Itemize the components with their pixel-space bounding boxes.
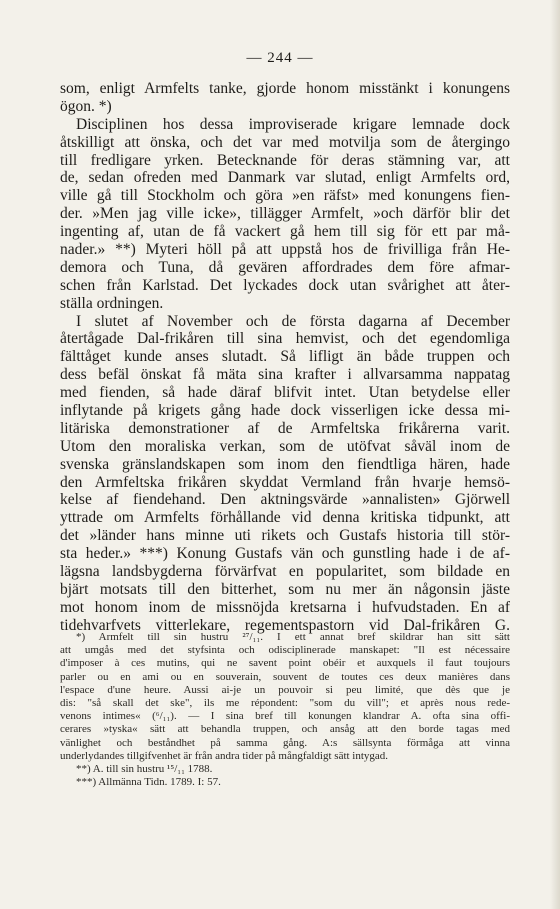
body-line: I slutet af November och de första dagarna af December (76, 312, 510, 330)
body-line: kelse af fiendehand. Den aktningsvärde »annalisten» Gjörwell (60, 491, 510, 509)
body-line: mot honom inom de missnöjda kretsarna i hufvudstaden. En af (60, 598, 510, 616)
footnote-line: ***) Allmänna Tidn. 1789. I: 57. (76, 776, 221, 789)
footnotes (60, 631, 510, 789)
body-line: den Armfeltska frikåren skyddat Vermland från hvarje hemsö- (60, 473, 510, 491)
body-line: det »länder hans minne uti rikets och Gustafs historia till stör- (60, 527, 510, 545)
body-line: till fredligare yrken. Betecknande för deras stämning var, att (60, 151, 510, 169)
body-line: återtågade Dal-frikåren till sina hemvist, och det egendomliga (60, 330, 510, 348)
footnote-line: venons intimes« (⁶/₁₁). — I sina bref till konungen klandrar A. ofta sina offi- (60, 710, 510, 723)
body-line: inflytande på krigets gång hade dock visserligen icke dessa mi- (60, 402, 510, 420)
body-line: der. »Men jag ville icke», tillägger Armfelt, »och därför blir det (60, 205, 510, 223)
footnote-line: l'espace d'une heure. Aussi ai-je un pouvoir si peu limité, que dès que je (60, 683, 510, 696)
footnote-line: **) A. till sin hustru ¹⁵/₁₁ 1788. (76, 762, 213, 775)
body-line: nader.» **) Myteri höll på att uppstå hos de frivilliga från He- (60, 241, 510, 259)
footnote-line: vänlighet och beståndhet på samma gång. A:s sällsynta förmåga att vinna (60, 736, 510, 749)
page-edge-shadow (550, 0, 560, 909)
footnote-line: d'imposer à ces mutins, qui ne savent point obéir et auxquels il faut toujours (60, 657, 510, 670)
body-line: Utom den moraliska verkan, som de utöfvat såväl inom de (60, 437, 510, 455)
body-line: dess befäl önskat få mäta sina krafter i allvarsamma nappatag (60, 366, 510, 384)
body-line: åtskilligt att önska, och det var med motvilja som de återgingo (60, 133, 510, 151)
body-line: Disciplinen hos dessa improviserade krigare lemnade dock (76, 115, 510, 133)
body-line: fälttåget kunde anses slutadt. Så lifligt än både truppen och (60, 348, 510, 366)
body-line: bjärt motsats till den bitterhet, som nu mer än någonsin jäste (60, 580, 510, 598)
body-line: de, sedan ofreden med Danmark var slutad, enligt Armfelts ord, (60, 169, 510, 187)
body-line: yttrade om Armfelts förhållande vid denna kritiska tidpunkt, att (60, 509, 510, 527)
footnote-line: dis: "så skall det ske", ils me répondent: "som du vill"; et après nous rede- (60, 696, 510, 709)
body-line: ingenting af, utan de få vackert gå hem till sig för ett par må- (60, 223, 510, 241)
body-line: schen från Karlstad. Det lyckades dock utan svårighet att åter- (60, 276, 510, 294)
footnote-line: parler ou en ami ou en souverain, souvent de toutes ces deux manières dans (60, 670, 510, 683)
body-line: sta heder.» ***) Konung Gustafs vän och gunstling hade i de af- (60, 545, 510, 563)
body-line: demora och Tuna, då gevären affordrades dem före afmar- (60, 258, 510, 276)
body-line: litäriska demonstrationer af de Armfeltska frikårerna varit. (60, 419, 510, 437)
footnote-line: att umgås med det styfsinta och odisciplinerade manskapet: "Il est nécessaire (60, 644, 510, 657)
body-line: ögon. *) (60, 97, 112, 115)
body-line: med fienden, så hade däraf blifvit intet. Utan betydelse eller (60, 384, 510, 402)
body-line: som, enligt Armfelts tanke, gjorde honom misstänkt i konungens (60, 80, 510, 97)
body-line: ville gå till Stockholm och göra »en räfst» med konungens fien- (60, 187, 510, 205)
footnote-line: cerares »tyska« sätt att behandla truppen, och ansåg att den borde tagas med (60, 723, 510, 736)
body-line: svenska gränslandskapen som inom den fiendtliga hären, hade (60, 455, 510, 473)
body-line: ställa ordningen. (60, 294, 164, 312)
body-text (60, 80, 510, 635)
footnote-line: *) Armfelt till sin hustru ²⁷/₁₁. I ett annat bref skildrar han sitt sätt (76, 631, 510, 643)
page-number: — 244 — (246, 50, 314, 66)
footnote-line: underlydandes tillgifvenhet är från andra tider på mångfaldigt sätt intygad. (60, 749, 389, 762)
body-line: tidehvarfvets vitterlekare, regementspastorn vid Dal-frikåren G. (60, 616, 510, 634)
body-line: lägsna landsbygderna förvärfvat en popularitet, som bildade en (60, 563, 510, 581)
